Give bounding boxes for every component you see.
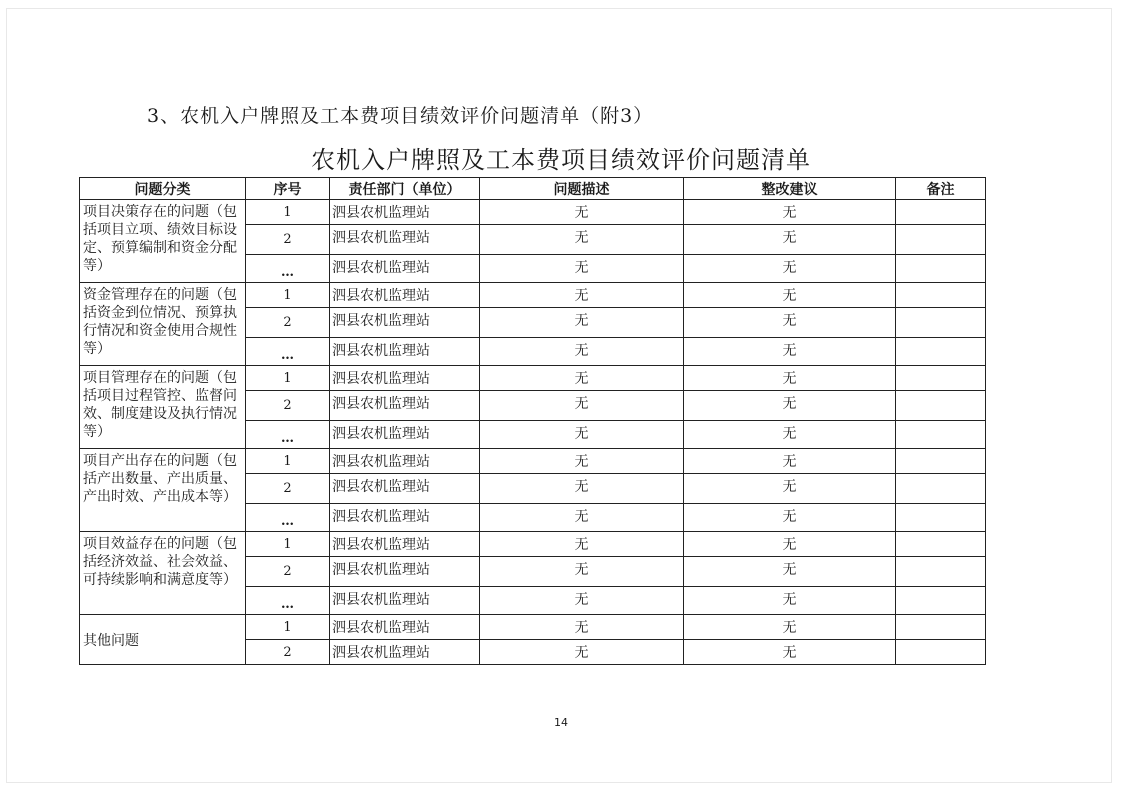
table-row	[80, 615, 986, 640]
desc-cell: 无	[480, 391, 684, 421]
dept-cell: 泗县农机监理站	[330, 532, 480, 557]
remarks-cell	[896, 283, 986, 308]
desc-cell: 无	[480, 504, 684, 532]
desc-cell: 无	[480, 449, 684, 474]
dept-cell: 泗县农机监理站	[330, 615, 480, 640]
desc-cell: 无	[480, 308, 684, 338]
dept-cell: 泗县农机监理站	[330, 338, 480, 366]
dept-cell: 泗县农机监理站	[330, 474, 480, 504]
seq-cell: 1	[246, 200, 330, 225]
desc-cell: 无	[480, 255, 684, 283]
suggestion-cell: 无	[684, 615, 896, 640]
desc-cell: 无	[480, 225, 684, 255]
seq-cell: 2	[246, 640, 330, 665]
desc-cell: 无	[480, 587, 684, 615]
category-cell: 资金管理存在的问题（包括资金到位情况、预算执行情况和资金使用合规性等）	[80, 283, 246, 366]
remarks-cell	[896, 255, 986, 283]
header-desc: 问题描述	[480, 178, 684, 200]
remarks-cell	[896, 474, 986, 504]
table-row	[80, 449, 986, 474]
table-row	[80, 283, 986, 308]
section-heading: 3、农机入户牌照及工本费项目绩效评价问题清单（附3）	[147, 105, 654, 127]
dept-cell: 泗县农机监理站	[330, 391, 480, 421]
remarks-cell	[896, 532, 986, 557]
dept-cell: 泗县农机监理站	[330, 504, 480, 532]
document-title: 农机入户牌照及工本费项目绩效评价问题清单	[311, 146, 811, 174]
dept-cell: 泗县农机监理站	[330, 283, 480, 308]
remarks-cell	[896, 338, 986, 366]
dept-cell: 泗县农机监理站	[330, 308, 480, 338]
header-seq: 序号	[246, 178, 330, 200]
suggestion-cell: 无	[684, 308, 896, 338]
remarks-cell	[896, 391, 986, 421]
suggestion-cell: 无	[684, 421, 896, 449]
seq-cell: …	[246, 255, 330, 283]
seq-cell: 1	[246, 615, 330, 640]
desc-cell: 无	[480, 532, 684, 557]
remarks-cell	[896, 225, 986, 255]
category-cell: 项目效益存在的问题（包括经济效益、社会效益、可持续影响和满意度等）	[80, 532, 246, 615]
seq-cell: 1	[246, 532, 330, 557]
remarks-cell	[896, 504, 986, 532]
seq-cell: …	[246, 504, 330, 532]
seq-cell: 2	[246, 391, 330, 421]
remarks-cell	[896, 449, 986, 474]
category-cell: 项目产出存在的问题（包括产出数量、产出质量、产出时效、产出成本等）	[80, 449, 246, 532]
remarks-cell	[896, 366, 986, 391]
category-cell: 项目管理存在的问题（包括项目过程管控、监督问效、制度建设及执行情况等）	[80, 366, 246, 449]
page-number: 14	[554, 716, 568, 729]
header-dept: 责任部门（单位）	[330, 178, 480, 200]
category-cell: 其他问题	[80, 615, 246, 665]
header-category: 问题分类	[80, 178, 246, 200]
remarks-cell	[896, 615, 986, 640]
table-row	[80, 200, 986, 225]
category-cell: 项目决策存在的问题（包括项目立项、绩效目标设定、预算编制和资金分配等）	[80, 200, 246, 283]
suggestion-cell: 无	[684, 532, 896, 557]
suggestion-cell: 无	[684, 225, 896, 255]
dept-cell: 泗县农机监理站	[330, 255, 480, 283]
desc-cell: 无	[480, 640, 684, 665]
desc-cell: 无	[480, 338, 684, 366]
suggestion-cell: 无	[684, 338, 896, 366]
remarks-cell	[896, 308, 986, 338]
seq-cell: 1	[246, 366, 330, 391]
header-remarks: 备注	[896, 178, 986, 200]
seq-cell: 2	[246, 557, 330, 587]
dept-cell: 泗县农机监理站	[330, 449, 480, 474]
table-header-row	[80, 178, 986, 200]
seq-cell: 2	[246, 225, 330, 255]
dept-cell: 泗县农机监理站	[330, 640, 480, 665]
suggestion-cell: 无	[684, 255, 896, 283]
suggestion-cell: 无	[684, 391, 896, 421]
suggestion-cell: 无	[684, 640, 896, 665]
table-row	[80, 366, 986, 391]
seq-cell: 1	[246, 449, 330, 474]
seq-cell: …	[246, 587, 330, 615]
remarks-cell	[896, 587, 986, 615]
seq-cell: 2	[246, 308, 330, 338]
dept-cell: 泗县农机监理站	[330, 366, 480, 391]
dept-cell: 泗县农机监理站	[330, 225, 480, 255]
table-row	[80, 532, 986, 557]
suggestion-cell: 无	[684, 504, 896, 532]
remarks-cell	[896, 200, 986, 225]
desc-cell: 无	[480, 421, 684, 449]
dept-cell: 泗县农机监理站	[330, 200, 480, 225]
table-body	[80, 200, 986, 665]
suggestion-cell: 无	[684, 587, 896, 615]
remarks-cell	[896, 421, 986, 449]
dept-cell: 泗县农机监理站	[330, 587, 480, 615]
remarks-cell	[896, 640, 986, 665]
suggestion-cell: 无	[684, 474, 896, 504]
suggestion-cell: 无	[684, 557, 896, 587]
suggestion-cell: 无	[684, 200, 896, 225]
header-suggestion: 整改建议	[684, 178, 896, 200]
remarks-cell	[896, 557, 986, 587]
suggestion-cell: 无	[684, 449, 896, 474]
seq-cell: …	[246, 421, 330, 449]
suggestion-cell: 无	[684, 366, 896, 391]
suggestion-cell: 无	[684, 283, 896, 308]
issues-table	[79, 177, 986, 665]
seq-cell: 1	[246, 283, 330, 308]
desc-cell: 无	[480, 200, 684, 225]
dept-cell: 泗县农机监理站	[330, 557, 480, 587]
desc-cell: 无	[480, 474, 684, 504]
desc-cell: 无	[480, 366, 684, 391]
desc-cell: 无	[480, 615, 684, 640]
seq-cell: 2	[246, 474, 330, 504]
seq-cell: …	[246, 338, 330, 366]
desc-cell: 无	[480, 557, 684, 587]
desc-cell: 无	[480, 283, 684, 308]
dept-cell: 泗县农机监理站	[330, 421, 480, 449]
